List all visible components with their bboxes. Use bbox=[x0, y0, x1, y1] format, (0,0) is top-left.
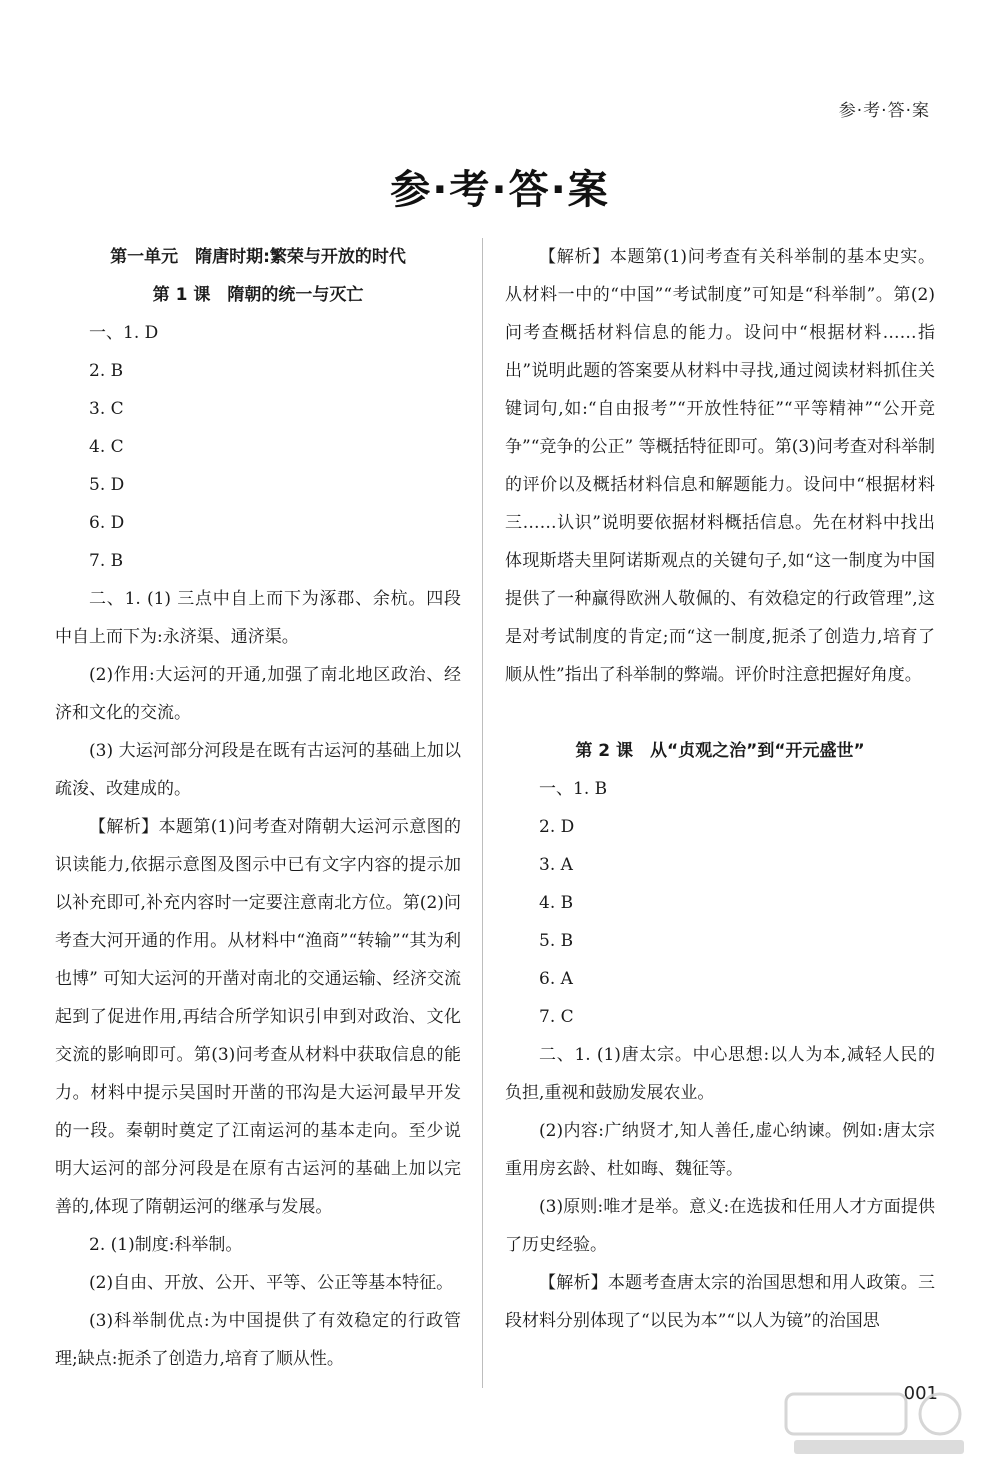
answer-line: 3. A bbox=[539, 855, 573, 875]
analysis-paragraph: 【解析】本题第(1)问考查对隋朝大运河示意图的识读能力,依据示意图及图示中已有文字内容的提示加以补充即可,补充内容时一定要注意南北方位。第(2)问考查大河开通的作用。从材料中“渔商”“转输”“其为利也博” 可知大运河的开凿对南北的交通运输、经济交流起到了促进作用,再结合所学知识引申到对政治、文化交流的影响即可。第(3)问考查从材料中获取信息的能力。材料中提示吴国时开凿的邗沟是大运河最早开发的一段。秦朝时奠定了江南运河的基本走向。至少说明大运河的部分河段是在原有古运河的基础上加以完善的,体现了隋朝运河的继承与发展。 bbox=[55, 817, 461, 1217]
answer-line: 3. C bbox=[89, 399, 124, 419]
answer-line: 一、1. D bbox=[89, 323, 159, 343]
lesson1-title: 第 1 课 隋朝的统一与灭亡 bbox=[152, 285, 364, 305]
answer-paragraph: (2)内容:广纳贤才,知人善任,虚心纳谏。例如:唐太宗重用房玄龄、杜如晦、魏征等。 bbox=[505, 1121, 935, 1179]
page-number: 001 bbox=[903, 1383, 938, 1404]
section-gap bbox=[505, 694, 935, 732]
answer-line: 7. C bbox=[539, 1007, 574, 1027]
answer-line: 一、1. B bbox=[539, 779, 608, 799]
left-column bbox=[55, 238, 461, 1378]
answer-line: 5. D bbox=[89, 475, 125, 495]
page-title: 参·考·答·案 bbox=[390, 167, 610, 213]
answer-paragraph: 2. (1)制度:科举制。 bbox=[89, 1235, 243, 1255]
answer-line: 4. B bbox=[539, 893, 574, 913]
watermark-logo bbox=[780, 1388, 980, 1460]
unit-title: 第一单元 隋唐时期:繁荣与开放的时代 bbox=[110, 247, 406, 267]
answer-line: 4. C bbox=[89, 437, 124, 457]
answer-line: 2. D bbox=[539, 817, 575, 837]
answer-paragraph: (2)作用:大运河的开通,加强了南北地区政治、经济和文化的交流。 bbox=[55, 665, 461, 723]
analysis-paragraph: 【解析】本题考查唐太宗的治国思想和用人政策。三段材料分别体现了“以民为本”“以人为镜”的治国思 bbox=[505, 1273, 935, 1331]
answer-paragraph: (3) 大运河部分河段是在既有古运河的基础上加以疏浚、改建成的。 bbox=[55, 741, 461, 799]
lesson2-title: 第 2 课 从“贞观之治”到“开元盛世” bbox=[575, 741, 865, 761]
answer-paragraph: 二、1. (1) 三点中自上而下为涿郡、余杭。四段中自上而下为:永济渠、通济渠。 bbox=[55, 589, 461, 647]
answer-line: 5. B bbox=[539, 931, 574, 951]
answer-paragraph: (3)科举制优点:为中国提供了有效稳定的行政管理;缺点:扼杀了创造力,培育了顺从性。 bbox=[55, 1311, 461, 1369]
answer-line: 6. D bbox=[89, 513, 125, 533]
answer-paragraph: 二、1. (1)唐太宗。中心思想:以人为本,减轻人民的负担,重视和鼓励发展农业。 bbox=[505, 1045, 935, 1103]
answer-line: 7. B bbox=[89, 551, 124, 571]
analysis-paragraph: 【解析】本题第(1)问考查有关科举制的基本史实。从材料一中的“中国”“考试制度”可知是“科举制”。第(2)问考查概括材料信息的能力。设问中“根据材料……指出”说明此题的答案要从材料中寻找,通过阅读材料抓住关键词句,如:“自由报考”“开放性特征”“平等精神”“公开竞争”“竞争的公正” 等概括特征即可。第(3)问考查对科举制的评价以及概括材料信息和解题能力。设问中“根据材料三……认识”说明要依据材料概括信息。先在材料中找出体现斯塔夫里阿诺斯观点的关键句子,如“这一制度为中国提供了一种赢得欧洲人敬佩的、有效稳定的行政管理”,这是对考试制度的肯定;而“这一制度,扼杀了创造力,培育了顺从性”指出了科举制的弊端。评价时注意把握好角度。 bbox=[505, 247, 935, 685]
answer-paragraph: (2)自由、开放、公开、平等、公正等基本特征。 bbox=[89, 1273, 454, 1293]
answer-line: 6. A bbox=[539, 969, 573, 989]
right-column bbox=[505, 238, 935, 1340]
column-divider bbox=[482, 238, 483, 1388]
running-header: 参·考·答·案 bbox=[838, 101, 930, 121]
answer-paragraph: (3)原则:唯才是举。意义:在选拔和任用人才方面提供了历史经验。 bbox=[505, 1197, 935, 1255]
answer-line: 2. B bbox=[89, 361, 124, 381]
